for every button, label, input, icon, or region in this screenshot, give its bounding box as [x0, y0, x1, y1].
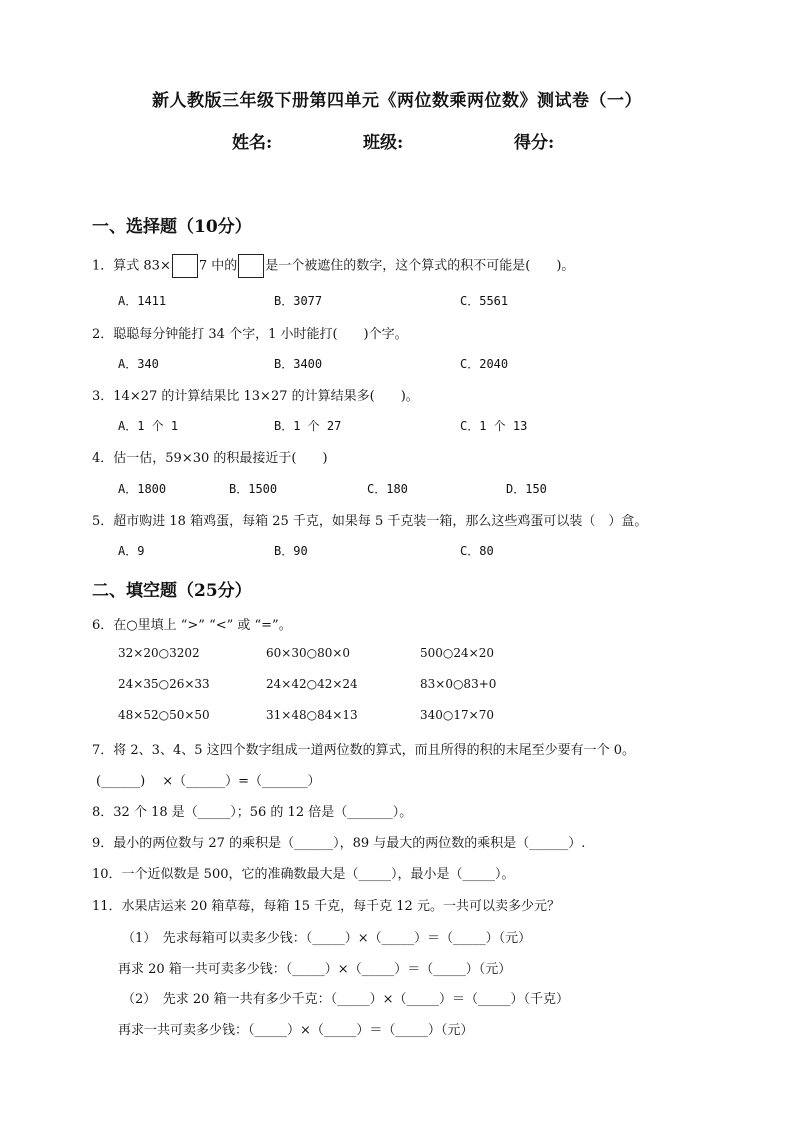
q11-step-1b: 再求 20 箱一共可卖多少钱：（_____）×（_____）＝（_____）（元）: [118, 962, 512, 977]
compare-item: 340○17×70: [420, 708, 494, 722]
question-3: 3．14×27 的计算结果比 13×27 的计算结果多( )。: [92, 389, 419, 404]
q4-option-b: B．1500: [229, 482, 278, 496]
q3-option-c: C．1 个 13: [460, 419, 528, 433]
q1-option-c: C．5561: [460, 294, 509, 308]
q4-option-c: C．180: [367, 482, 408, 496]
q7-answer-blanks: (______) ×（______）=（_______）: [96, 774, 321, 789]
compare-item: 83×0○83+0: [420, 677, 497, 691]
q5-option-b: B．90: [274, 544, 308, 558]
question-8: 8．32 个 18 是（_____）；56 的 12 倍是（_______）。: [92, 805, 413, 820]
question-5: 5．超市购进 18 箱鸡蛋，每箱 25 千克，如果每 5 千克装一箱，那么这些鸡蛋可以装（ ）盒。: [92, 514, 648, 529]
q11-step-1a: （1） 先求每箱可以卖多少钱：（_____）×（_____）＝（_____）（元）: [122, 931, 532, 946]
question-7: 7．将 2、3、4、5 这四个数字组成一道两位数的算式，而且所得的积的末尾至少要有一个 0。: [92, 743, 636, 758]
compare-item: 48×52○50×50: [118, 708, 210, 722]
q11-step-2a: （2） 先求 20 箱一共有多少千克：（_____）×（_____）＝（_____）（千克）: [122, 992, 569, 1007]
name-label: 姓名:: [232, 133, 273, 153]
compare-item: 60×30○80×0: [266, 646, 351, 660]
page-title: 新人教版三年级下册第四单元《两位数乘两位数》测试卷（一）: [152, 91, 642, 111]
hidden-digit-box: [238, 254, 264, 278]
hidden-digit-box: [172, 254, 198, 278]
question-1: [92, 254, 574, 278]
section-heading-fill: 二、填空题（25分）: [92, 581, 252, 601]
compare-item: 32×20○3202: [118, 646, 200, 660]
q11-step-2b: 再求一共可卖多少钱：（_____）×（_____）＝（_____）（元）: [118, 1023, 474, 1038]
q2-option-b: B．3400: [274, 357, 323, 371]
section-heading-choice: 一、选择题（10分）: [92, 217, 252, 237]
q4-option-d: D．150: [506, 482, 547, 496]
question-10: 10．一个近似数是 500，它的准确数最大是（_____），最小是（_____）。: [92, 867, 515, 882]
score-label: 得分:: [514, 133, 555, 153]
question-6: 6．在○里填上 “>” “<” 或 “=”。: [92, 618, 292, 633]
q1-text-pre: 1．算式 83×: [92, 258, 171, 274]
compare-item: 31×48○84×13: [266, 708, 358, 722]
q2-option-a: A．340: [118, 357, 159, 371]
compare-item: 500○24×20: [420, 646, 494, 660]
class-label: 班级:: [363, 133, 404, 153]
question-2: 2．聪聪每分钟能打 34 个字，1 小时能打( )个字。: [92, 327, 408, 342]
question-9: 9．最小的两位数与 27 的乘积是（______），89 与最大的两位数的乘积是（______）.: [92, 836, 586, 851]
q1-text-mid: 7 中的: [198, 258, 238, 274]
question-11: 11．水果店运来 20 箱草莓，每箱 15 千克，每千克 12 元。一共可以卖多少元？: [92, 899, 560, 914]
q2-option-c: C．2040: [460, 357, 509, 371]
q1-option-a: A．1411: [118, 294, 167, 308]
q1-option-b: B．3077: [274, 294, 323, 308]
q4-option-a: A．1800: [118, 482, 167, 496]
question-4: 4．估一估，59×30 的积最接近于( ): [92, 451, 328, 466]
q3-option-b: B．1 个 27: [274, 419, 342, 433]
q1-text-post: 是一个被遮住的数字，这个算式的积不可能是( )。: [265, 258, 575, 274]
q5-option-a: A．9: [118, 544, 145, 558]
q5-option-c: C．80: [460, 544, 494, 558]
compare-item: 24×35○26×33: [118, 677, 210, 691]
compare-item: 24×42○42×24: [266, 677, 358, 691]
q3-option-a: A．1 个 1: [118, 419, 179, 433]
